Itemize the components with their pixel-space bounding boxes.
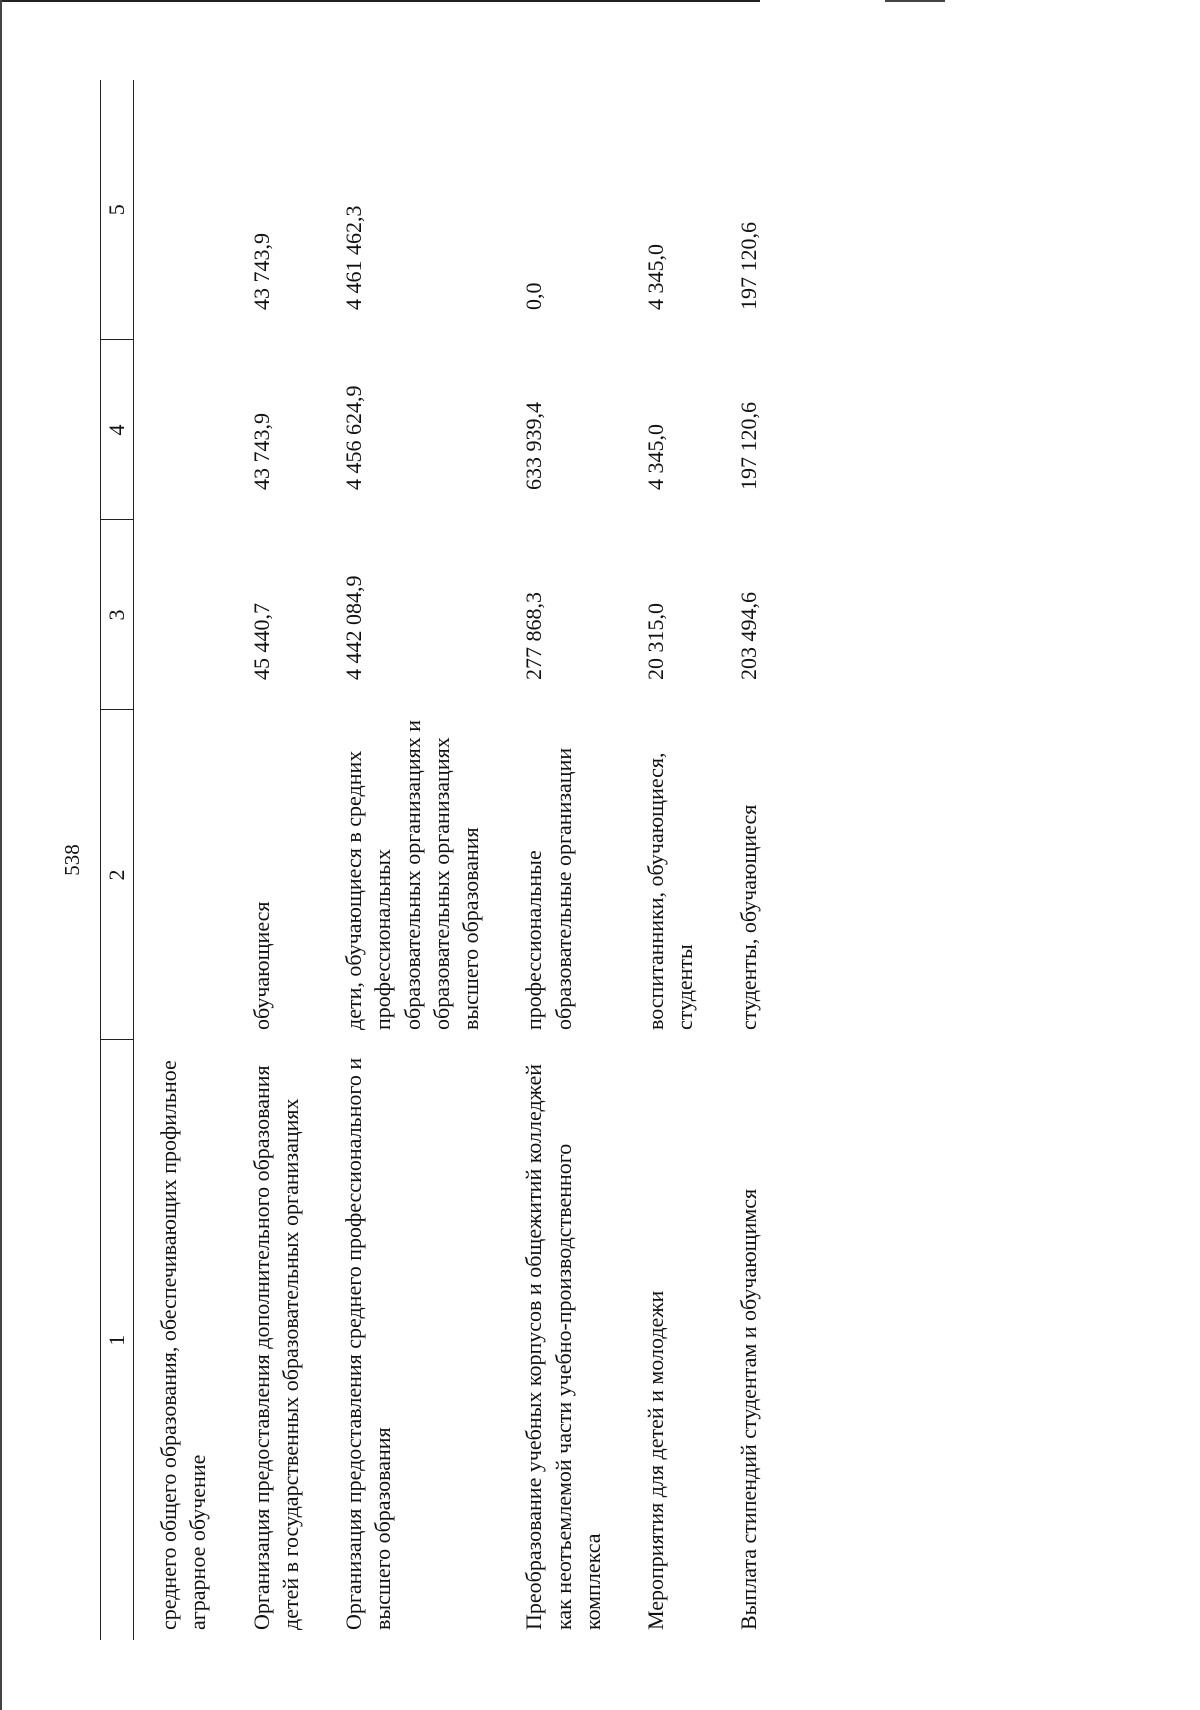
row-value-col3: 45 440,7 [248, 603, 274, 680]
scan-left-edge [0, 0, 2, 1710]
scan-top-edge [0, 0, 760, 2]
row-name: Организация предоставления среднего профессионального и высшего образования [341, 1057, 396, 1630]
row-name: Выплата стипендий студентам и обучающимся [735, 1188, 761, 1630]
table-row [519, 80, 641, 1640]
table-row [134, 80, 247, 1640]
row-recipients: обучающиеся [248, 901, 274, 1030]
row-recipients: воспитанники, обучающиеся, студенты [643, 752, 698, 1030]
row-value-col3: 203 494,6 [735, 592, 761, 680]
row-value-col3 [134, 520, 247, 710]
header-col-2: 2 [101, 710, 134, 1040]
row-value-col5: 197 120,6 [735, 222, 761, 310]
row-value-col4 [134, 340, 247, 520]
page-number: 538 [60, 844, 84, 876]
row-value-col5: 4 345,0 [643, 244, 668, 310]
rotated-page [60, 60, 1100, 1660]
row-recipients: дети, обучающиеся в средних профессиональных образовательных организациях и образовательных организациях высшего образования [341, 720, 483, 1030]
row-value-col5: 43 743,9 [248, 233, 274, 310]
header-col-4: 4 [101, 340, 134, 520]
row-name: Преобразование учебных корпусов и общежитий колледжей как неотъемлемой части учебно-производственного комплекса [521, 1063, 605, 1630]
row-value-col3: 277 868,3 [521, 592, 547, 680]
table-row [339, 80, 519, 1640]
row-value-col5: 0,0 [521, 282, 547, 310]
row-recipients: профессиональные образовательные организации [521, 747, 576, 1030]
header-col-5: 5 [101, 80, 134, 340]
row-value-col5 [134, 80, 247, 340]
table-row [641, 80, 734, 1640]
table-row [247, 80, 340, 1640]
header-row [101, 80, 134, 1640]
row-value-col3: 20 315,0 [643, 603, 668, 680]
header-col-3: 3 [101, 520, 134, 710]
row-value-col3: 4 442 084,9 [341, 575, 366, 680]
header-col-1: 1 [101, 1040, 134, 1640]
budget-table [100, 80, 797, 1640]
table-row [734, 80, 797, 1640]
row-recipients: студенты, обучающиеся [735, 804, 761, 1030]
row-value-col5: 4 461 462,3 [341, 205, 366, 310]
scan-top-edge-fragment [885, 0, 945, 2]
row-name: среднего общего образования, обеспечивающих профильное аграрное обучение [156, 1060, 211, 1630]
row-name: Организация предоставления дополнительного образования детей в государственных образовательных организациях [248, 1065, 303, 1630]
row-recipients [134, 710, 247, 1040]
row-value-col4: 197 120,6 [735, 402, 761, 490]
row-value-col4: 633 939,4 [521, 402, 547, 490]
row-value-col4: 43 743,9 [248, 413, 274, 490]
row-value-col4: 4 345,0 [643, 424, 668, 490]
row-name: Мероприятия для детей и молодежи [643, 1290, 668, 1630]
row-value-col4: 4 456 624,9 [341, 385, 366, 490]
